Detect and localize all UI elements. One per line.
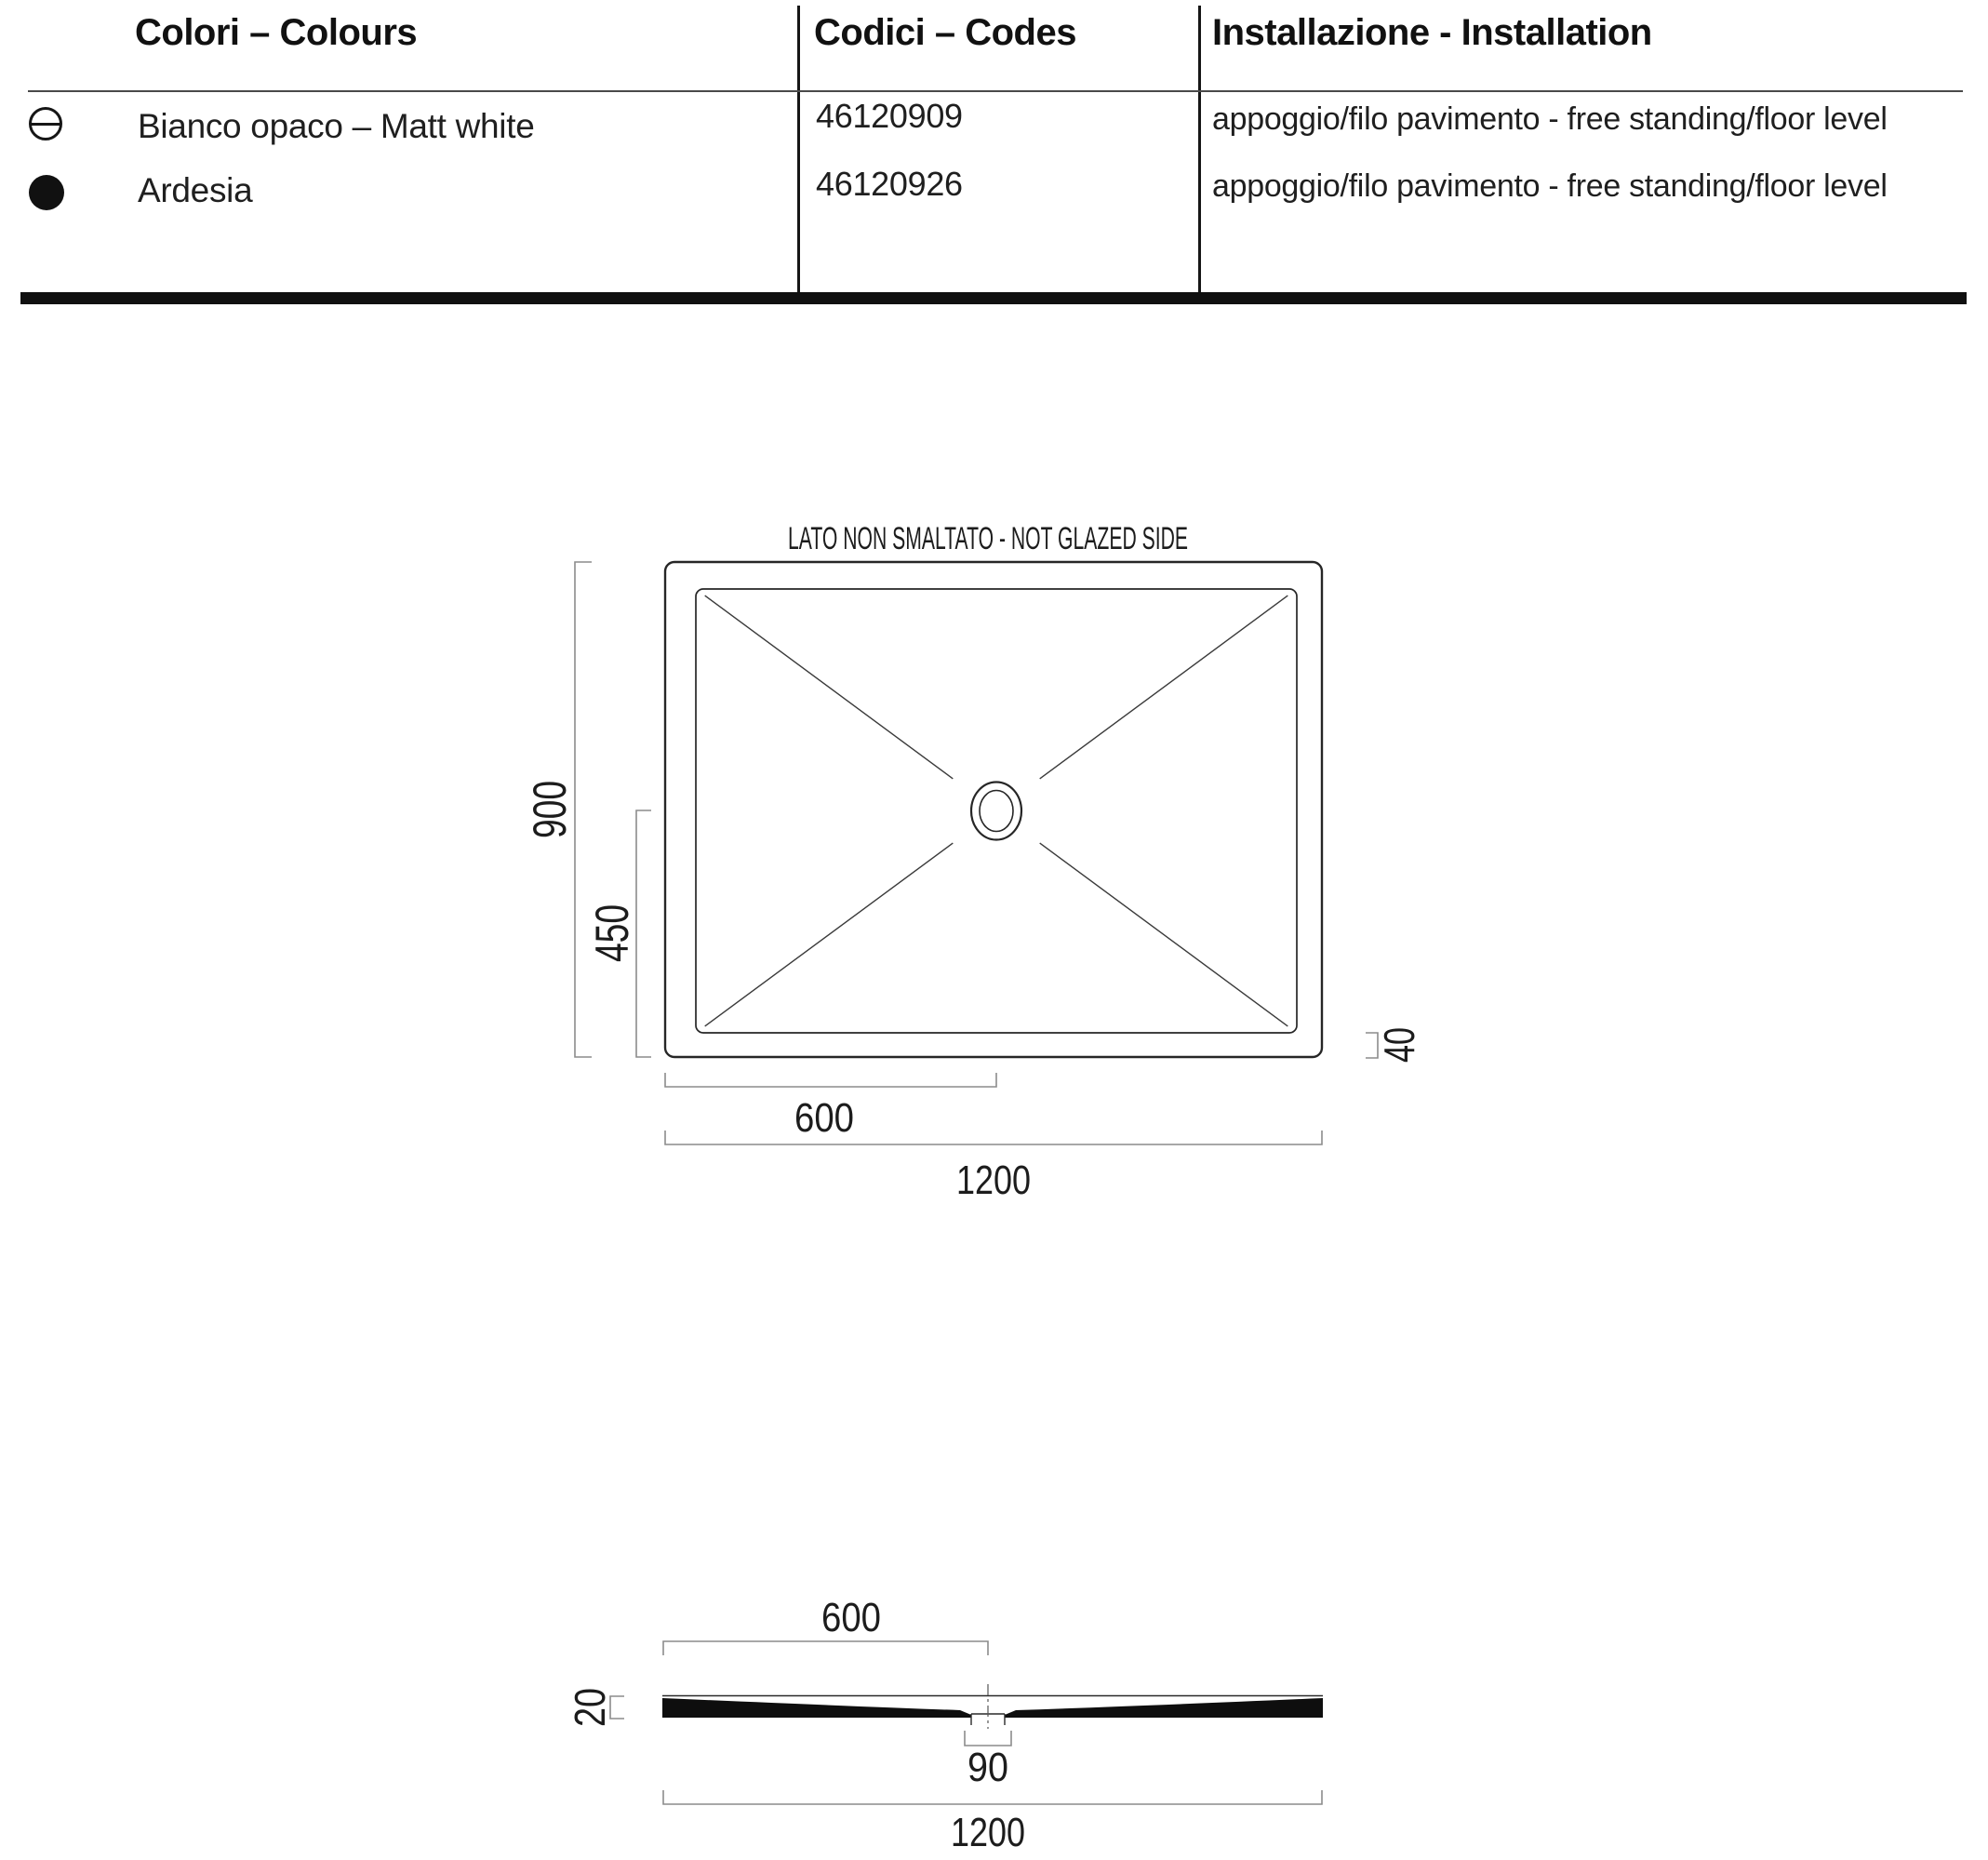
product-code: 46120909 bbox=[816, 97, 963, 135]
column-divider-2 bbox=[1198, 6, 1201, 293]
dim-label-90: 90 bbox=[967, 1745, 1008, 1790]
diagonal-top-left bbox=[705, 595, 954, 779]
ardesia-swatch-icon bbox=[29, 175, 64, 210]
dim-label-1200-side: 1200 bbox=[951, 1810, 1025, 1855]
not-glazed-side-label: LATO NON SMALTATO - NOT GLAZED SIDE bbox=[788, 521, 1188, 556]
dim-label-1200: 1200 bbox=[956, 1157, 1031, 1203]
installation-column-header: Installazione - Installation bbox=[1212, 12, 1652, 53]
swatch-mid-line bbox=[31, 123, 60, 126]
product-code: 46120926 bbox=[816, 165, 963, 203]
tray-profile-right bbox=[1005, 1698, 1323, 1718]
slope-diagonals bbox=[705, 595, 1288, 1026]
color-name: Bianco opaco – Matt white bbox=[138, 107, 535, 145]
codes-column-header: Codici – Codes bbox=[814, 12, 1076, 53]
dim-line-600-side bbox=[663, 1641, 988, 1655]
color-name: Ardesia bbox=[138, 171, 253, 209]
top-view-drawing bbox=[502, 514, 1451, 1221]
dim-line-1200 bbox=[665, 1131, 1322, 1144]
matt-white-swatch-icon bbox=[29, 107, 62, 141]
tray-profile-left bbox=[662, 1698, 971, 1718]
dim-label-20: 20 bbox=[566, 1679, 614, 1727]
installation-value: appoggio/filo pavimento - free standing/floor level bbox=[1212, 101, 1888, 137]
dim-label-900: 900 bbox=[524, 760, 576, 838]
dim-line-90 bbox=[965, 1731, 1011, 1746]
drain-inner-ring bbox=[980, 791, 1013, 832]
diagonal-bottom-right bbox=[1040, 843, 1288, 1026]
dim-line-1200-side bbox=[663, 1790, 1322, 1804]
dim-line-600 bbox=[665, 1073, 996, 1087]
dim-label-40: 40 bbox=[1375, 1014, 1423, 1063]
dim-label-600-side: 600 bbox=[821, 1595, 881, 1640]
dim-label-450: 450 bbox=[586, 884, 638, 962]
diagonal-top-right bbox=[1040, 595, 1288, 779]
installation-value: appoggio/filo pavimento - free standing/floor level bbox=[1212, 168, 1888, 204]
header-rule bbox=[28, 90, 1963, 92]
column-divider-1 bbox=[797, 6, 800, 293]
table-bottom-bar bbox=[20, 292, 1967, 304]
diagonal-bottom-left bbox=[705, 843, 954, 1026]
dim-line-450 bbox=[636, 810, 651, 1057]
colors-column-header: Colori – Colours bbox=[135, 12, 418, 53]
dim-label-600: 600 bbox=[794, 1095, 854, 1141]
side-view-drawing bbox=[558, 1571, 1451, 1860]
dim-line-900 bbox=[575, 562, 592, 1057]
